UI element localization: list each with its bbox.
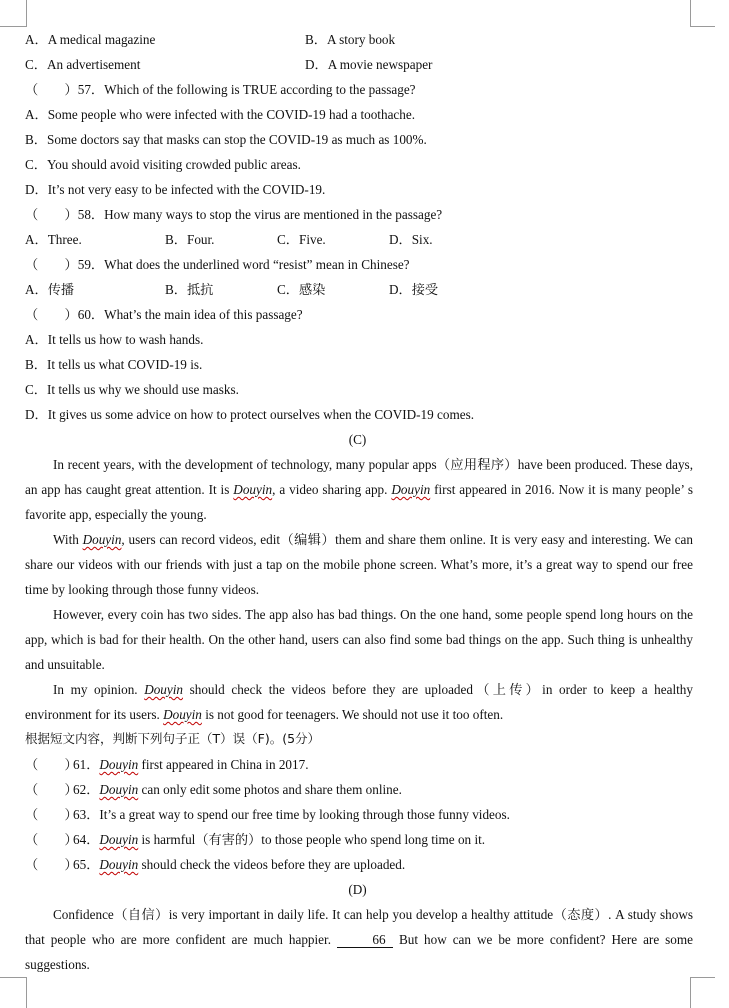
q58-option-a: A．Three. xyxy=(25,232,82,247)
app-name: Douyin xyxy=(391,482,431,497)
section-c-heading: (C) xyxy=(348,432,367,447)
app-name: Douyin xyxy=(99,832,139,847)
app-name: Douyin xyxy=(233,482,273,497)
q57-option-a: A．Some people who were infected with the COVID-19 had a toothache. xyxy=(25,107,416,122)
q60-stem: （ ）60．What’s the main idea of this passage? xyxy=(25,307,303,322)
statement-65: （ ）65．Douyin should check the videos before they are uploaded. xyxy=(25,857,406,872)
q58-option-d: D．Six. xyxy=(389,232,433,247)
q57-stem: （ ）57．Which of the following is TRUE according to the passage? xyxy=(25,82,416,97)
q59-stem: （ ）59．What does the underlined word “resist” mean in Chinese? xyxy=(25,257,410,272)
q58-stem: （ ）58．How many ways to stop the virus are mentioned in the passage? xyxy=(25,207,443,222)
section-c-paragraph-2: With Douyin, users can record videos, edit（编辑）them and share them online. It is very easy and interesting. We can share our videos with our friends with just a tap on the mobile phone screen. What’s more, it’s a great way to spend our free time by looking through those funny videos. xyxy=(25,532,693,597)
q58-option-c: C．Five. xyxy=(277,232,326,247)
q60-option-a: A．It tells us how to wash hands. xyxy=(25,332,204,347)
section-c-paragraph-3: However, every coin has two sides. The app also has bad things. On the one hand, some people spend long hours on the app, which is bad for their health. On the other hand, users can also find some bad things on the app. Such thing is unhealthy and unsuitable. xyxy=(25,607,693,672)
app-name: Douyin xyxy=(82,532,122,547)
q56-option-b: B．A story book xyxy=(305,32,396,47)
q59-option-a: A．传播 xyxy=(25,282,75,297)
q57-option-c: C．You should avoid visiting crowded public areas. xyxy=(25,157,301,172)
app-name: Douyin xyxy=(99,857,139,872)
app-name: Douyin xyxy=(144,682,184,697)
section-c-paragraph-1: In recent years, with the development of technology, many popular apps（应用程序）have been produced. These days, an app has caught great attention. It is Douyin, a video sharing app. Douyin first appeared in 2016. Now it is many people’ s favorite app, especially the young. xyxy=(25,457,693,522)
q60-option-c: C．It tells us why we should use masks. xyxy=(25,382,239,397)
q59-option-b: B．抵抗 xyxy=(165,282,214,297)
statement-64: （ ）64．Douyin is harmful（有害的）to those people who spend long time on it. xyxy=(25,832,486,847)
q57-option-d: D．It’s not very easy to be infected with the COVID-19. xyxy=(25,182,326,197)
q56-option-c: C．An advertisement xyxy=(25,57,141,72)
app-name: Douyin xyxy=(99,782,139,797)
q57-option-b: B．Some doctors say that masks can stop the COVID-19 as much as 100%. xyxy=(25,132,427,147)
true-false-instruction: 根据短文内容，判断下列句子正（T）误（F)。(5分） xyxy=(25,731,321,746)
app-name: Douyin xyxy=(99,757,139,772)
app-name: Douyin xyxy=(163,707,202,722)
q56-option-a: A．A medical magazine xyxy=(25,32,156,47)
section-d-heading: (D) xyxy=(348,882,367,897)
statement-61: （ ）61．Douyin first appeared in China in 2017. xyxy=(25,757,309,772)
section-d-paragraph-1: Confidence（自信）is very important in daily life. It can help you develop a healthy attitude（态度）. A study shows that people who are more confident are much happier. 66 But how can we be more confident? Here are some suggestions. xyxy=(25,907,693,972)
q60-option-d: D．It gives us some advice on how to protect ourselves when the COVID-19 comes. xyxy=(25,407,475,422)
q58-option-b: B．Four. xyxy=(165,232,215,247)
q56-option-d: D．A movie newspaper xyxy=(305,57,433,72)
crop-mark-top-left xyxy=(0,0,27,27)
q59-option-c: C．感染 xyxy=(277,282,326,297)
section-c-paragraph-4: In my opinion. Douyin should check the videos before they are uploaded（上传）in order to keep a healthy environment for its users. Douyin is not good for teenagers. We should not use it too often. xyxy=(25,682,693,722)
crop-mark-bottom-left xyxy=(0,977,27,1008)
statement-63: （ ）63．It’s a great way to spend our free time by looking through those funny videos. xyxy=(25,807,510,822)
crop-mark-top-right xyxy=(690,0,715,27)
q60-option-b: B．It tells us what COVID-19 is. xyxy=(25,357,203,372)
q59-option-d: D．接受 xyxy=(389,282,439,297)
answer-blank-66: 66 xyxy=(337,932,393,948)
statement-62: （ ）62．Douyin can only edit some photos and share them online. xyxy=(25,782,402,797)
crop-mark-bottom-right xyxy=(690,977,715,1008)
